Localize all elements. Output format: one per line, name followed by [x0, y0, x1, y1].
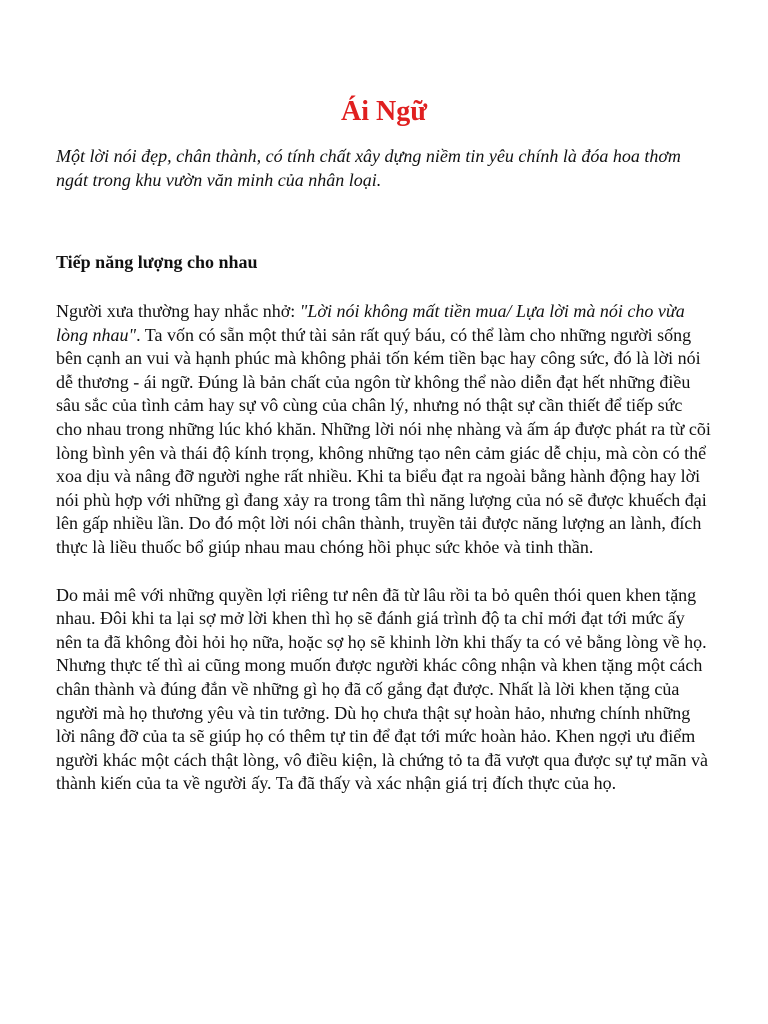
paragraph-lead: Người xưa thường hay nhắc nhở: [56, 301, 300, 321]
body-paragraph-2: Do mải mê với những quyền lợi riêng tư nên đã từ lâu rồi ta bỏ quên thói quen khen tặng nhau. Đôi khi ta lại sợ mở lời khen thì họ sẽ đánh giá trình độ ta chỉ mới đạt tới mức ấy nên ta đã không đòi hỏi họ nữa, hoặc sợ họ sẽ khinh lờn khi thấy ta có vẻ bằng lòng về họ. Nhưng thực tế thì ai cũng mong muốn được người khác công nhận và khen tặng một cách chân thành và đúng đắn về những gì họ đã cố gắng đạt được. Nhất là lời khen tặng của người mà họ thương yêu và tin tưởng. Dù họ chưa thật sự hoàn hảo, nhưng chính những lời nâng đỡ của ta sẽ giúp họ có thêm tự tin để đạt tới mức hoàn hảo. Khen ngợi ưu điểm người khác một cách thật lòng, vô điều kiện, là chứng tỏ ta đã vượt qua được sự tự mãn và thành kiến của ta về người ấy. Ta đã thấy và xác nhận giá trị đích thực của họ. [56, 584, 708, 794]
body-paragraph-1 [56, 300, 712, 560]
intro-paragraph: Một lời nói đẹp, chân thành, có tính chất xây dựng niềm tin yêu chính là đóa hoa thơm ngát trong khu vườn văn minh của nhân loại. [56, 146, 681, 190]
proverb-quote: "Lời nói không mất tiền mua/ Lựa lời mà nói cho vừa lòng nhau" [56, 301, 685, 345]
paragraph-rest: . Ta vốn có sẵn một thứ tài sản rất quý báu, có thể làm cho những người sống bên cạnh an vui và hạnh phúc mà không phải tốn kém tiền bạc hay công sức, đó là lời nói dễ thương - ái ngữ. Đúng là bản chất của ngôn từ không thể nào diễn đạt hết những điều sâu sắc của tình cảm hay sự vô cùng của chân lý, nhưng nó thật sự cần thiết để tiếp sức cho nhau trong những lúc khó khăn. Những lời nói nhẹ nhàng và ấm áp được phát ra từ cõi lòng bình yên và thái độ kính trọng, không những tạo nên cảm giác dễ chịu, mà còn có thể xoa dịu và nâng đỡ người nghe rất nhiều. Khi ta biểu đạt ra ngoài bằng hành động hay lời nói phù hợp với những gì đang xảy ra trong tâm thì năng lượng của nó sẽ được khuếch đại lên gấp nhiều lần. Do đó một lời nói chân thành, truyền tải được năng lượng an lành, đích thực là liều thuốc bổ giúp nhau mau chóng hồi phục sức khỏe và tinh thần. [56, 324, 711, 557]
section-heading: Tiếp năng lượng cho nhau [56, 252, 258, 272]
document-title: Ái Ngữ [340, 96, 428, 127]
